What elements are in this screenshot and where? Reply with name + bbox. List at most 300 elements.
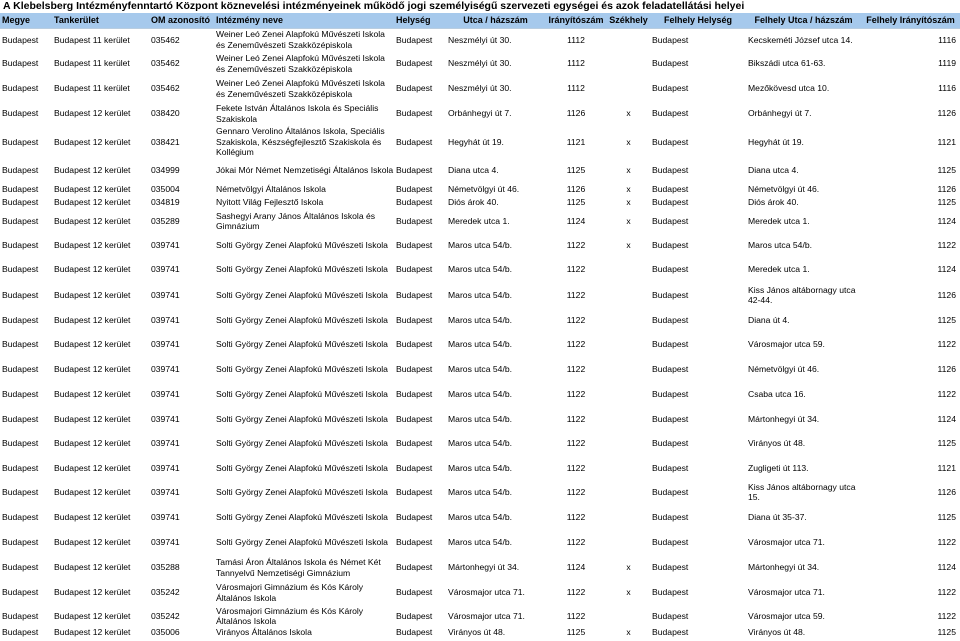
header-megye: Megye	[0, 13, 52, 28]
cell-felhely-utca: Virányos út 48.	[748, 627, 806, 637]
cell-megye: Budapest	[2, 413, 39, 424]
cell-megye: Budapest	[2, 164, 39, 175]
header-felhely-utca: Felhely Utca / házszám	[746, 13, 861, 28]
cell-utca: Maros utca 54/b.	[448, 264, 513, 275]
cell-felhely-helyseg: Budapest	[652, 83, 689, 94]
cell-megye: Budapest	[2, 108, 39, 119]
cell-szekhely: x	[626, 587, 631, 598]
cell-felhely-iranyitoszam: 1125	[937, 438, 956, 449]
cell-felhely-helyseg: Budapest	[652, 610, 689, 621]
table-row	[0, 605, 960, 627]
cell-intezmeny-neve: Solti György Zenei Alapfokú Művészeti Iskola	[216, 239, 388, 250]
cell-tankerulet: Budapest 12 kerület	[54, 215, 131, 226]
cell-felhely-iranyitoszam: 1125	[937, 197, 956, 208]
cell-felhely-helyseg: Budapest	[652, 215, 689, 226]
cell-szekhely	[607, 308, 650, 332]
cell-intezmeny-neve: Solti György Zenei Alapfokú Művészeti Iskola	[216, 314, 388, 325]
cell-felhely-utca: Kiss János altábornagy utca 15.	[748, 481, 856, 502]
cell-intezmeny-neve: Városmajori Gimnázium és Kós Károly Általános Iskola	[216, 605, 364, 626]
cell-felhely-iranyitoszam: 1125	[937, 314, 956, 325]
cell-om-azonosito: 039741	[151, 413, 180, 424]
cell-intezmeny-neve: Városmajori Gimnázium és Kós Károly Általános Iskola	[216, 582, 364, 603]
cell-om-azonosito: 038420	[151, 108, 180, 119]
cell-tankerulet: Budapest 12 kerület	[54, 562, 131, 573]
cell-utca: Maros utca 54/b.	[448, 511, 513, 522]
table-row	[0, 282, 960, 308]
cell-tankerulet: Budapest 12 kerület	[54, 314, 131, 325]
cell-szekhely: x	[626, 108, 631, 119]
cell-felhely-utca: Hegyhát út 19.	[748, 136, 804, 147]
cell-felhely-iranyitoszam: 1121	[937, 136, 956, 147]
cell-tankerulet: Budapest 12 kerület	[54, 610, 131, 621]
cell-utca: Diana utca 4.	[448, 164, 499, 175]
cell-felhely-utca: Mártonhegyi út 34.	[748, 562, 820, 573]
cell-om-azonosito: 035006	[151, 627, 180, 637]
cell-intezmeny-neve: Németvölgyi Általános Iskola	[216, 183, 326, 194]
cell-om-azonosito: 035462	[151, 58, 180, 69]
cell-tankerulet: Budapest 12 kerület	[54, 587, 131, 598]
cell-helyseg: Budapest	[396, 462, 433, 473]
cell-intezmeny-neve: Solti György Zenei Alapfokú Művészeti Iskola	[216, 438, 388, 449]
cell-felhely-utca: Diana út 35-37.	[748, 511, 807, 522]
cell-intezmeny-neve: Jókai Mór Német Nemzetiségi Általános Iskola	[216, 164, 394, 175]
cell-helyseg: Budapest	[396, 197, 433, 208]
cell-iranyitoszam: 1122	[566, 339, 586, 350]
header-felhely-helyseg: Felhely Helység	[650, 13, 746, 28]
cell-tankerulet: Budapest 12 kerület	[54, 339, 131, 350]
cell-felhely-utca: Németvölgyi út 46.	[748, 183, 820, 194]
cell-helyseg: Budapest	[396, 562, 433, 573]
cell-tankerulet: Budapest 12 kerület	[54, 289, 131, 300]
cell-megye: Budapest	[2, 183, 39, 194]
cell-felhely-utca: Németvölgyi út 46.	[748, 364, 820, 375]
cell-tankerulet: Budapest 12 kerület	[54, 389, 131, 400]
cell-helyseg: Budapest	[396, 413, 433, 424]
table-row	[0, 209, 960, 233]
cell-helyseg: Budapest	[396, 239, 433, 250]
cell-szekhely	[607, 257, 650, 282]
cell-felhely-iranyitoszam: 1124	[937, 264, 956, 275]
cell-utca: Maros utca 54/b.	[448, 314, 513, 325]
cell-iranyitoszam: 1126	[566, 108, 586, 119]
table-row	[0, 580, 960, 605]
cell-felhely-helyseg: Budapest	[652, 438, 689, 449]
cell-felhely-utca: Bikszádi utca 61-63.	[748, 58, 826, 69]
cell-felhely-utca: Maros utca 54/b.	[748, 239, 813, 250]
table-row	[0, 126, 960, 158]
cell-intezmeny-neve: Solti György Zenei Alapfokú Művészeti Iskola	[216, 511, 388, 522]
cell-utca: Meredek utca 1.	[448, 215, 510, 226]
cell-felhely-utca: Kiss János altábornagy utca 42-44.	[748, 284, 856, 305]
cell-felhely-iranyitoszam: 1122	[937, 610, 956, 621]
cell-tankerulet: Budapest 12 kerület	[54, 486, 131, 497]
cell-tankerulet: Budapest 12 kerület	[54, 164, 131, 175]
cell-utca: Mártonhegyi út 34.	[448, 562, 520, 573]
cell-felhely-iranyitoszam: 1126	[937, 364, 956, 375]
table-row	[0, 456, 960, 480]
cell-felhely-iranyitoszam: 1116	[938, 83, 956, 94]
cell-megye: Budapest	[2, 215, 39, 226]
cell-intezmeny-neve: Solti György Zenei Alapfokú Művészeti Iskola	[216, 462, 388, 473]
cell-helyseg: Budapest	[396, 587, 433, 598]
cell-helyseg: Budapest	[396, 627, 433, 637]
cell-utca: Maros utca 54/b.	[448, 413, 513, 424]
cell-felhely-helyseg: Budapest	[652, 462, 689, 473]
cell-tankerulet: Budapest 12 kerület	[54, 183, 131, 194]
cell-utca: Neszmélyi út 30.	[448, 34, 512, 45]
cell-tankerulet: Budapest 12 kerület	[54, 462, 131, 473]
cell-megye: Budapest	[2, 314, 39, 325]
cell-felhely-utca: Városmajor utca 71.	[748, 587, 825, 598]
cell-helyseg: Budapest	[396, 264, 433, 275]
cell-iranyitoszam: 1125	[566, 197, 586, 208]
cell-szekhely	[607, 407, 650, 431]
cell-iranyitoszam: 1122	[566, 413, 586, 424]
cell-felhely-utca: Mezőkövesd utca 10.	[748, 83, 830, 94]
header-szekhely: Székhely	[607, 13, 650, 28]
cell-utca: Maros utca 54/b.	[448, 289, 513, 300]
cell-megye: Budapest	[2, 537, 39, 548]
cell-om-azonosito: 039741	[151, 314, 180, 325]
cell-tankerulet: Budapest 12 kerület	[54, 197, 131, 208]
cell-helyseg: Budapest	[396, 215, 433, 226]
cell-om-azonosito: 035462	[151, 83, 180, 94]
cell-utca: Maros utca 54/b.	[448, 364, 513, 375]
cell-felhely-utca: Virányos út 48.	[748, 438, 806, 449]
cell-felhely-iranyitoszam: 1119	[938, 58, 956, 69]
cell-iranyitoszam: 1112	[567, 83, 585, 94]
cell-megye: Budapest	[2, 136, 39, 147]
cell-felhely-helyseg: Budapest	[652, 239, 689, 250]
cell-intezmeny-neve: Solti György Zenei Alapfokú Művészeti Iskola	[216, 389, 388, 400]
cell-utca: Maros utca 54/b.	[448, 462, 513, 473]
cell-helyseg: Budapest	[396, 610, 433, 621]
table-body	[0, 28, 960, 638]
cell-om-azonosito: 039741	[151, 364, 180, 375]
table-row	[0, 28, 960, 51]
cell-tankerulet: Budapest 12 kerület	[54, 264, 131, 275]
cell-tankerulet: Budapest 12 kerület	[54, 108, 131, 119]
cell-felhely-helyseg: Budapest	[652, 108, 689, 119]
cell-felhely-iranyitoszam: 1124	[937, 413, 956, 424]
cell-felhely-iranyitoszam: 1122	[937, 587, 956, 598]
cell-intezmeny-neve: Solti György Zenei Alapfokú Művészeti Iskola	[216, 413, 388, 424]
institutions-table	[0, 13, 960, 638]
cell-felhely-utca: Kecskeméti József utca 14.	[748, 34, 853, 45]
cell-megye: Budapest	[2, 610, 39, 621]
cell-utca: Maros utca 54/b.	[448, 438, 513, 449]
header-felhely-iranyitoszam: Felhely Irányítószám	[861, 13, 960, 28]
cell-megye: Budapest	[2, 34, 39, 45]
cell-felhely-helyseg: Budapest	[652, 339, 689, 350]
cell-felhely-iranyitoszam: 1116	[938, 34, 956, 45]
cell-iranyitoszam: 1125	[566, 164, 586, 175]
cell-intezmeny-neve: Solti György Zenei Alapfokú Művészeti Iskola	[216, 264, 388, 275]
cell-helyseg: Budapest	[396, 389, 433, 400]
cell-megye: Budapest	[2, 462, 39, 473]
cell-tankerulet: Budapest 12 kerület	[54, 364, 131, 375]
cell-utca: Németvölgyi út 46.	[448, 183, 520, 194]
cell-felhely-helyseg: Budapest	[652, 627, 689, 637]
cell-om-azonosito: 039741	[151, 264, 180, 275]
cell-megye: Budapest	[2, 289, 39, 300]
cell-om-azonosito: 035288	[151, 562, 180, 573]
header-iranyitoszam: Irányítószám	[545, 13, 607, 28]
cell-om-azonosito: 039741	[151, 389, 180, 400]
cell-szekhely	[607, 530, 650, 555]
table-row	[0, 627, 960, 638]
cell-felhely-helyseg: Budapest	[652, 164, 689, 175]
cell-szekhely: x	[626, 215, 631, 226]
cell-iranyitoszam: 1126	[566, 183, 586, 194]
header-row	[0, 13, 960, 28]
cell-tankerulet: Budapest 12 kerület	[54, 511, 131, 522]
cell-megye: Budapest	[2, 83, 39, 94]
cell-intezmeny-neve: Weiner Leó Zenei Alapfokú Művészeti Iskola és Zeneművészeti Szakközépiskola	[216, 29, 385, 50]
cell-szekhely: x	[626, 136, 631, 147]
cell-szekhely	[607, 431, 650, 456]
cell-utca: Orbánhegyi út 7.	[448, 108, 512, 119]
cell-szekhely	[607, 382, 650, 407]
cell-felhely-helyseg: Budapest	[652, 264, 689, 275]
cell-helyseg: Budapest	[396, 108, 433, 119]
cell-intezmeny-neve: Nyitott Világ Fejlesztő Iskola	[216, 197, 324, 208]
cell-szekhely	[607, 456, 650, 480]
cell-tankerulet: Budapest 12 kerület	[54, 136, 131, 147]
cell-felhely-helyseg: Budapest	[652, 537, 689, 548]
cell-szekhely	[607, 480, 650, 504]
table-row	[0, 257, 960, 282]
cell-intezmeny-neve: Sashegyi Arany János Általános Iskola és Gimnázium	[216, 210, 376, 231]
cell-om-azonosito: 038421	[151, 136, 180, 147]
cell-utca: Városmajor utca 71.	[448, 587, 525, 598]
cell-om-azonosito: 035004	[151, 183, 180, 194]
cell-felhely-helyseg: Budapest	[652, 197, 689, 208]
table-row	[0, 233, 960, 257]
cell-szekhely: x	[626, 627, 631, 637]
cell-felhely-iranyitoszam: 1125	[937, 164, 956, 175]
cell-iranyitoszam: 1122	[566, 462, 586, 473]
document-title: A Klebelsberg Intézményfenntartó Központ köznevelési intézményeinek működő jogi személyiségű szervezeti egységei és azok feladatellátási helyei	[3, 0, 745, 12]
cell-megye: Budapest	[2, 264, 39, 275]
cell-felhely-helyseg: Budapest	[652, 289, 689, 300]
table-row	[0, 357, 960, 382]
cell-felhely-helyseg: Budapest	[652, 136, 689, 147]
cell-megye: Budapest	[2, 438, 39, 449]
cell-iranyitoszam: 1124	[566, 215, 586, 226]
table-row	[0, 308, 960, 332]
cell-szekhely: x	[626, 239, 631, 250]
cell-om-azonosito: 035242	[151, 587, 180, 598]
cell-intezmeny-neve: Solti György Zenei Alapfokú Művészeti Iskola	[216, 486, 388, 497]
cell-megye: Budapest	[2, 627, 39, 637]
cell-iranyitoszam: 1122	[566, 389, 586, 400]
cell-felhely-utca: Mártonhegyi út 34.	[748, 413, 820, 424]
cell-megye: Budapest	[2, 389, 39, 400]
cell-iranyitoszam: 1124	[566, 562, 586, 573]
cell-iranyitoszam: 1112	[567, 34, 585, 45]
cell-intezmeny-neve: Solti György Zenei Alapfokú Művészeti Iskola	[216, 289, 388, 300]
cell-om-azonosito: 039741	[151, 339, 180, 350]
cell-iranyitoszam: 1121	[566, 136, 586, 147]
cell-megye: Budapest	[2, 486, 39, 497]
cell-intezmeny-neve: Virányos Általános Iskola	[216, 627, 312, 637]
cell-szekhely: x	[626, 164, 631, 175]
cell-helyseg: Budapest	[396, 58, 433, 69]
cell-szekhely	[607, 332, 650, 357]
cell-felhely-helyseg: Budapest	[652, 486, 689, 497]
cell-tankerulet: Budapest 12 kerület	[54, 239, 131, 250]
cell-helyseg: Budapest	[396, 164, 433, 175]
cell-szekhely	[607, 605, 650, 627]
header-intezmeny-neve: Intézmény neve	[214, 13, 394, 28]
cell-om-azonosito: 039741	[151, 462, 180, 473]
cell-felhely-utca: Városmajor utca 59.	[748, 610, 825, 621]
cell-tankerulet: Budapest 11 kerület	[54, 34, 130, 45]
table-row	[0, 101, 960, 126]
table-row	[0, 182, 960, 196]
cell-om-azonosito: 035289	[151, 215, 180, 226]
cell-felhely-iranyitoszam: 1122	[937, 389, 956, 400]
table-row	[0, 555, 960, 580]
cell-megye: Budapest	[2, 587, 39, 598]
cell-felhely-utca: Csaba utca 16.	[748, 389, 806, 400]
cell-szekhely	[607, 504, 650, 530]
cell-felhely-iranyitoszam: 1126	[937, 108, 956, 119]
cell-iranyitoszam: 1122	[566, 239, 586, 250]
cell-felhely-helyseg: Budapest	[652, 34, 689, 45]
cell-felhely-utca: Városmajor utca 59.	[748, 339, 825, 350]
cell-iranyitoszam: 1122	[566, 289, 586, 300]
cell-felhely-helyseg: Budapest	[652, 511, 689, 522]
cell-felhely-helyseg: Budapest	[652, 413, 689, 424]
cell-om-azonosito: 039741	[151, 486, 180, 497]
cell-om-azonosito: 039741	[151, 511, 180, 522]
cell-om-azonosito: 039741	[151, 537, 180, 548]
cell-megye: Budapest	[2, 562, 39, 573]
table-header	[0, 13, 960, 28]
cell-om-azonosito: 039741	[151, 239, 180, 250]
table-row	[0, 196, 960, 209]
cell-helyseg: Budapest	[396, 289, 433, 300]
cell-helyseg: Budapest	[396, 314, 433, 325]
cell-intezmeny-neve: Tamási Áron Általános Iskola és Német Két Tannyelvű Nemzetiségi Gimnázium	[216, 557, 381, 578]
cell-felhely-helyseg: Budapest	[652, 364, 689, 375]
cell-iranyitoszam: 1125	[566, 627, 586, 637]
cell-szekhely	[607, 357, 650, 382]
cell-felhely-utca: Zugligeti út 113.	[748, 462, 809, 473]
table-row	[0, 504, 960, 530]
cell-szekhely: x	[626, 183, 631, 194]
cell-szekhely: x	[626, 562, 631, 573]
cell-felhely-utca: Diana út 4.	[748, 314, 790, 325]
cell-tankerulet: Budapest 11 kerület	[54, 58, 130, 69]
cell-felhely-utca: Orbánhegyi út 7.	[748, 108, 812, 119]
cell-intezmeny-neve: Solti György Zenei Alapfokú Művészeti Iskola	[216, 339, 388, 350]
cell-felhely-iranyitoszam: 1122	[937, 339, 956, 350]
cell-utca: Maros utca 54/b.	[448, 389, 513, 400]
cell-helyseg: Budapest	[396, 183, 433, 194]
cell-om-azonosito: 035242	[151, 610, 180, 621]
cell-helyseg: Budapest	[396, 83, 433, 94]
cell-helyseg: Budapest	[396, 438, 433, 449]
cell-utca: Neszmélyi út 30.	[448, 58, 512, 69]
cell-iranyitoszam: 1122	[566, 364, 586, 375]
header-tankerulet: Tankerület	[52, 13, 149, 28]
table-row	[0, 158, 960, 182]
cell-felhely-utca: Meredek utca 1.	[748, 215, 810, 226]
cell-om-azonosito: 035462	[151, 34, 180, 45]
cell-megye: Budapest	[2, 511, 39, 522]
cell-iranyitoszam: 1112	[567, 58, 585, 69]
cell-tankerulet: Budapest 12 kerület	[54, 537, 131, 548]
table-row	[0, 76, 960, 101]
cell-intezmeny-neve: Weiner Leó Zenei Alapfokú Művészeti Iskola és Zeneművészeti Szakközépiskola	[216, 78, 385, 99]
cell-utca: Hegyhát út 19.	[448, 136, 504, 147]
cell-utca: Maros utca 54/b.	[448, 537, 513, 548]
cell-felhely-iranyitoszam: 1124	[937, 215, 956, 226]
cell-tankerulet: Budapest 12 kerület	[54, 438, 131, 449]
table-row	[0, 332, 960, 357]
cell-felhely-iranyitoszam: 1126	[937, 486, 956, 497]
cell-helyseg: Budapest	[396, 339, 433, 350]
cell-felhely-helyseg: Budapest	[652, 587, 689, 598]
cell-iranyitoszam: 1122	[566, 438, 586, 449]
cell-szekhely	[607, 51, 650, 76]
cell-utca: Diós árok 40.	[448, 197, 499, 208]
cell-intezmeny-neve: Solti György Zenei Alapfokú Művészeti Iskola	[216, 537, 388, 548]
cell-felhely-iranyitoszam: 1126	[937, 183, 956, 194]
cell-felhely-helyseg: Budapest	[652, 562, 689, 573]
cell-megye: Budapest	[2, 364, 39, 375]
cell-felhely-helyseg: Budapest	[652, 58, 689, 69]
cell-tankerulet: Budapest 11 kerület	[54, 83, 130, 94]
cell-om-azonosito: 039741	[151, 289, 180, 300]
cell-utca: Maros utca 54/b.	[448, 339, 513, 350]
cell-felhely-utca: Diana utca 4.	[748, 164, 799, 175]
cell-helyseg: Budapest	[396, 537, 433, 548]
cell-felhely-iranyitoszam: 1126	[937, 289, 956, 300]
cell-szekhely	[607, 76, 650, 101]
cell-iranyitoszam: 1122	[566, 537, 586, 548]
cell-felhely-iranyitoszam: 1121	[937, 462, 956, 473]
cell-felhely-iranyitoszam: 1125	[937, 627, 956, 637]
cell-utca: Városmajor utca 71.	[448, 610, 525, 621]
header-helyseg: Helység	[394, 13, 446, 28]
cell-helyseg: Budapest	[396, 364, 433, 375]
cell-szekhely	[607, 28, 650, 51]
cell-felhely-iranyitoszam: 1124	[937, 562, 956, 573]
cell-tankerulet: Budapest 12 kerület	[54, 413, 131, 424]
cell-intezmeny-neve: Fekete István Általános Iskola és Speciális Szakiskola	[216, 103, 379, 124]
cell-szekhely	[607, 282, 650, 308]
cell-utca: Virányos út 48.	[448, 627, 506, 637]
table-row	[0, 51, 960, 76]
cell-felhely-helyseg: Budapest	[652, 183, 689, 194]
cell-felhely-iranyitoszam: 1125	[937, 511, 956, 522]
cell-utca: Neszmélyi út 30.	[448, 83, 512, 94]
cell-iranyitoszam: 1122	[566, 264, 586, 275]
header-utca: Utca / házszám	[446, 13, 545, 28]
cell-helyseg: Budapest	[396, 486, 433, 497]
cell-felhely-helyseg: Budapest	[652, 389, 689, 400]
cell-om-azonosito: 034819	[151, 197, 180, 208]
cell-helyseg: Budapest	[396, 511, 433, 522]
cell-helyseg: Budapest	[396, 34, 433, 45]
cell-iranyitoszam: 1122	[566, 486, 586, 497]
cell-felhely-iranyitoszam: 1122	[937, 537, 956, 548]
table-row	[0, 530, 960, 555]
